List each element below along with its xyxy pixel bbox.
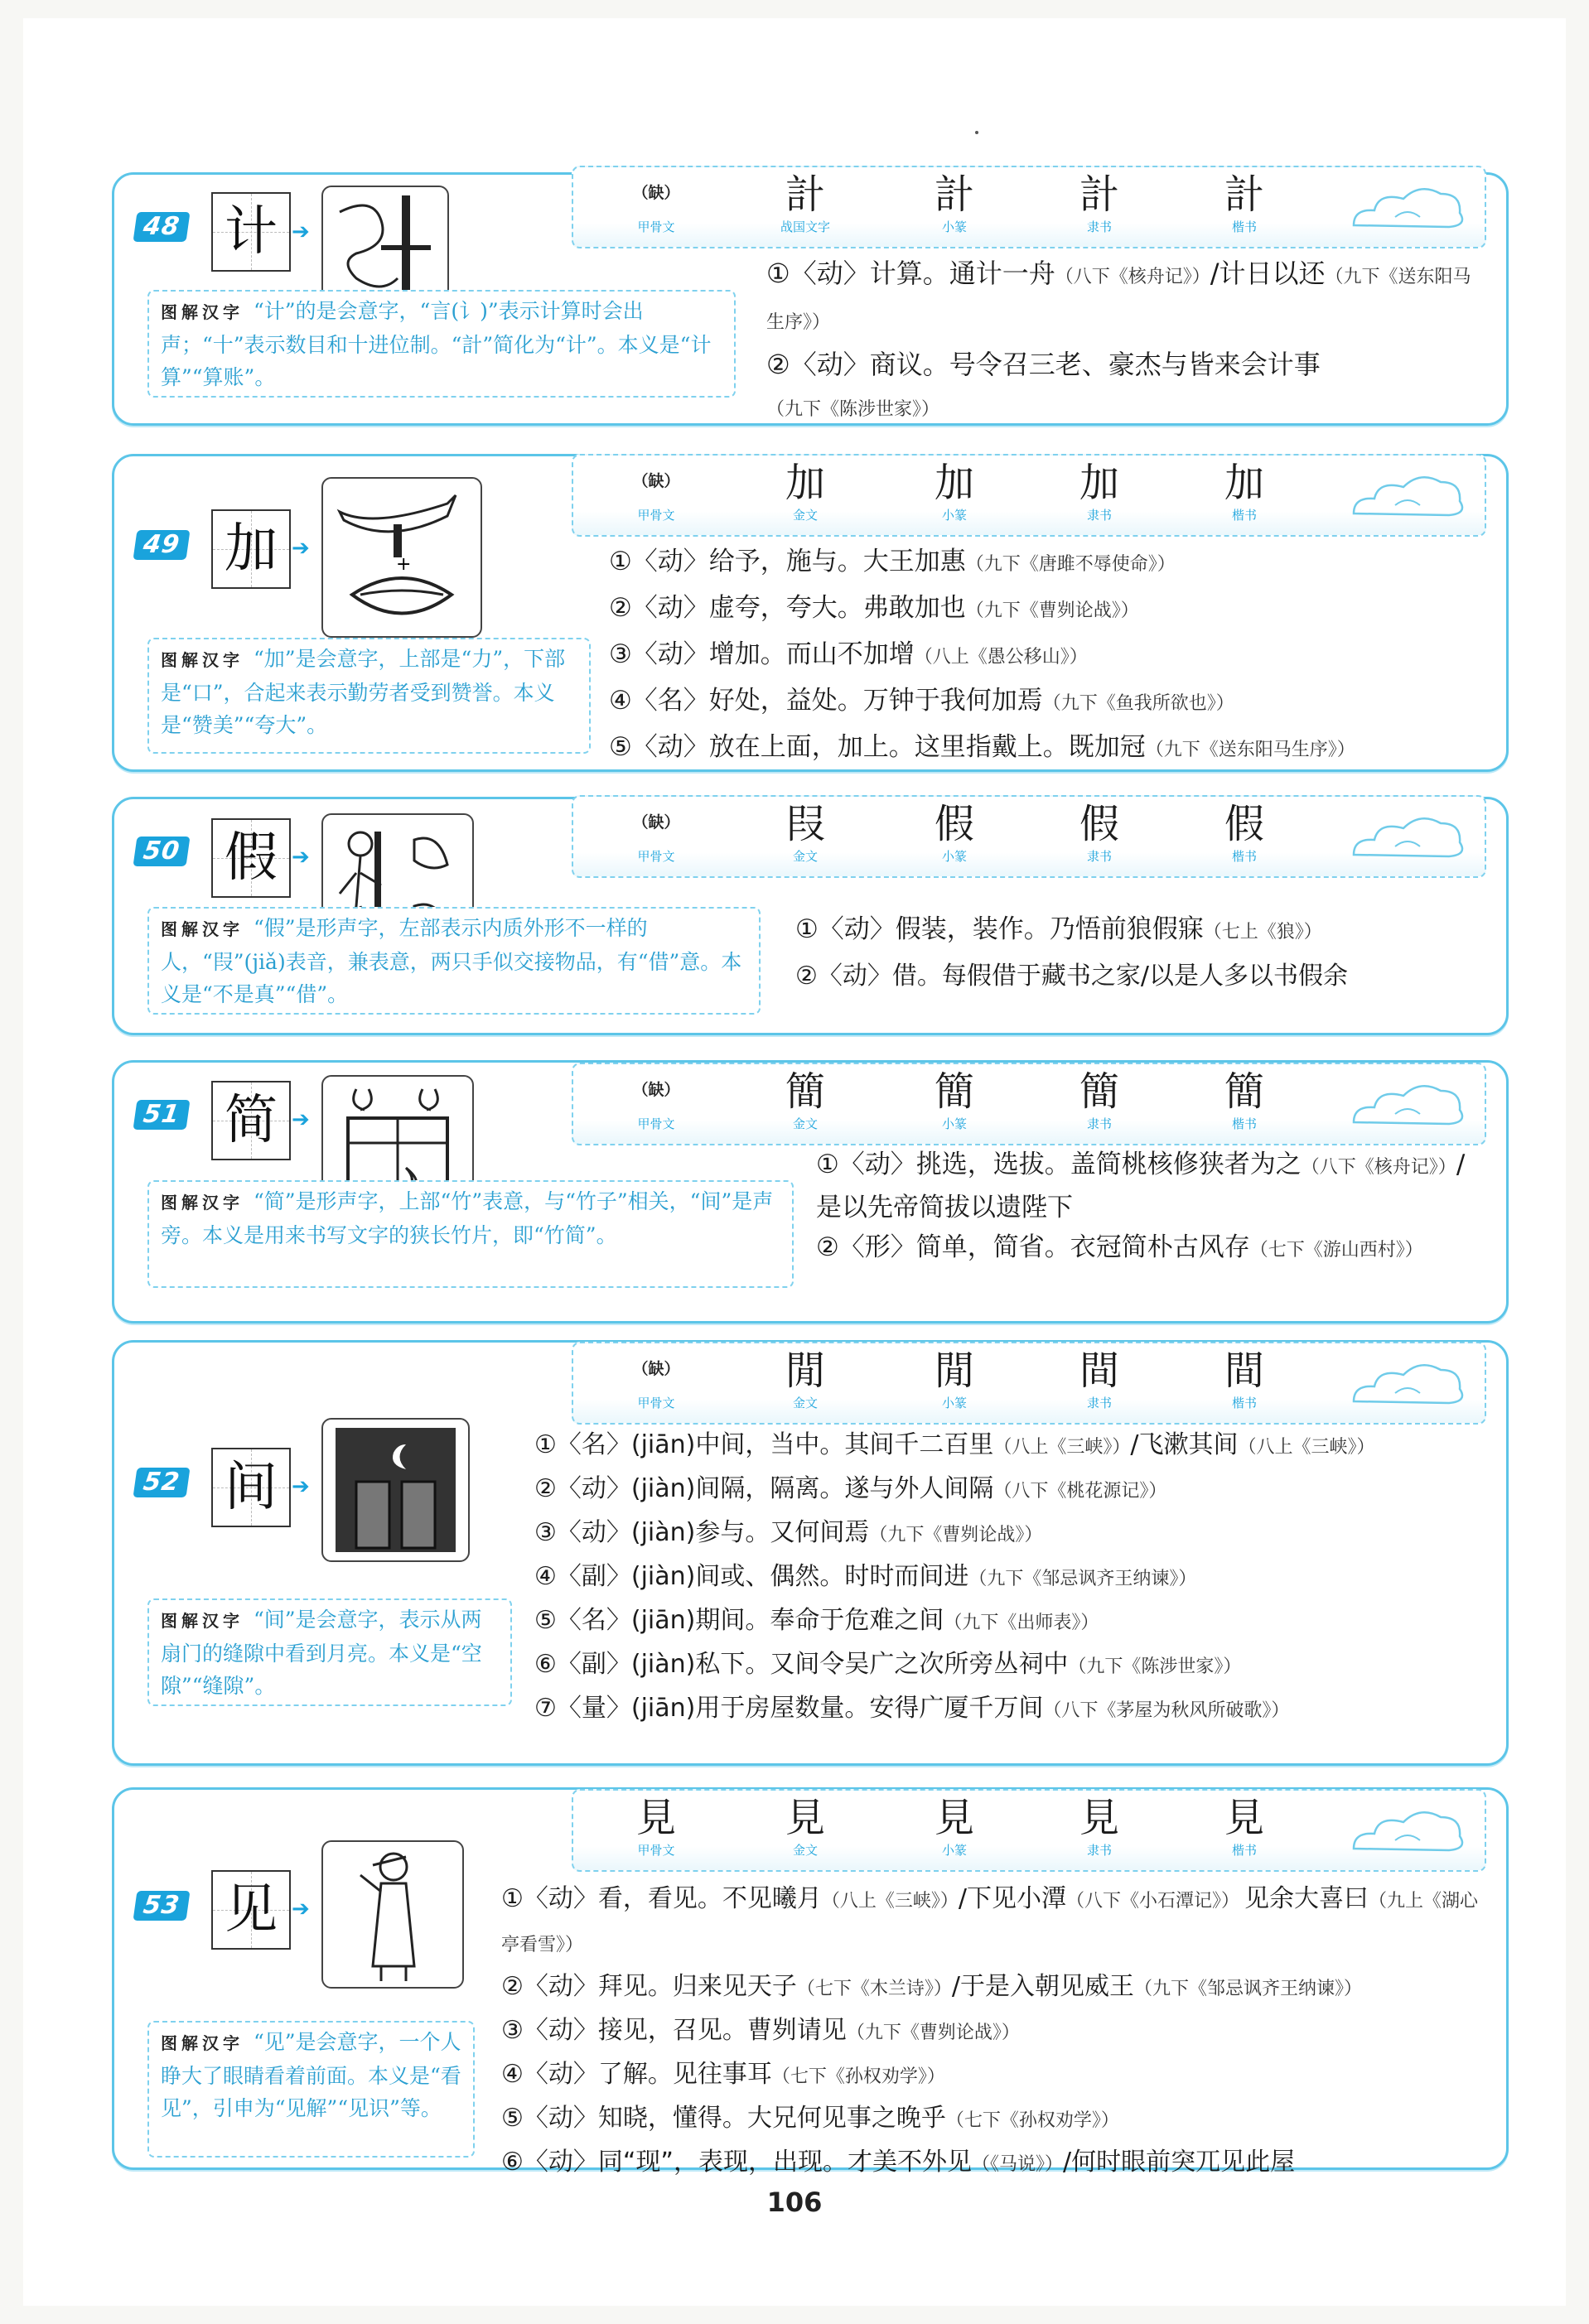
script-label: 小篆 [941, 849, 967, 864]
script-label: 楷书 [1231, 1843, 1257, 1858]
script-evolution [572, 1789, 1486, 1872]
entry-number: 52 [133, 1468, 190, 1497]
note-text: “简”是形声字，上部“竹”表意，与“竹子”相关，“间”是声旁。本义是用来书写文字的狭长竹片，即“竹简”。 [161, 1189, 774, 1247]
script-glyph: 見 [785, 1795, 825, 1841]
script-evolution [572, 1342, 1486, 1425]
definitions [609, 540, 1487, 772]
script-glyph: 簡 [1079, 1068, 1119, 1115]
arrow-icon: ➔ [292, 536, 310, 561]
script-label: 金文 [792, 849, 818, 864]
definition: ①〈名〉(jiān)中间，当中。其间千二百里（八上《三峡》）/飞漱其间（八上《三峡》） [534, 1430, 1375, 1459]
script-label: 金文 [792, 1843, 818, 1858]
definition: ③〈动〉接见，召见。曹刿请见（九下《曹刿论战》） [501, 2016, 1020, 2045]
script-glyph: 假 [1224, 801, 1264, 847]
definition: ②〈动〉虚夸，夸大。弗敢加也（九下《曹刿论战》） [609, 593, 1139, 623]
definition: ⑤〈名〉(jiān)期间。奉命于危难之间（九下《出师表》） [534, 1606, 1099, 1635]
arrow-icon: ➔ [292, 219, 310, 244]
script-glyph: 閒 [934, 1348, 974, 1394]
note-title: 图解汉字 [161, 302, 244, 322]
cloud-icon [1345, 464, 1470, 523]
script-glyph: 見 [1224, 1795, 1264, 1841]
definition: ①〈动〉看，看见。不见曦月（八上《三峡》）/下见小潭（八下《小石潭记》） 见余大喜曰（九上《湖心亭看雪》） [501, 1884, 1479, 1955]
script-glyph: 假 [934, 801, 974, 847]
definitions [501, 1878, 1487, 2186]
note-box [147, 1180, 794, 1288]
definition: ⑤〈动〉知晓，懂得。大兄何见事之晚乎（七下《孙权劝学》） [501, 2104, 1119, 2133]
entry-number: 53 [133, 1891, 190, 1921]
definition: ①〈动〉给予，施与。大王加惠（九下《唐雎不辱使命》） [609, 547, 1176, 576]
definition: ①〈动〉假装，装作。乃悟前狼假寐（七上《狼》） [795, 914, 1322, 944]
script-glyph: 間 [1224, 1348, 1264, 1394]
script-glyph: 加 [934, 460, 974, 506]
definition: ②〈动〉借。每假借于藏书之家/以是人多以书假余 [795, 962, 1349, 991]
script-glyph: （缺） [632, 1081, 680, 1099]
cloud-icon [1345, 805, 1470, 865]
note-box [147, 290, 736, 398]
script-glyph: 計 [934, 171, 974, 218]
arrow-icon: ➔ [292, 1897, 310, 1921]
script-label: 小篆 [941, 1843, 967, 1858]
script-glyph: 閒 [785, 1348, 825, 1394]
note-box [147, 907, 761, 1015]
definition: ④〈动〉了解。见往事耳（七下《孙权劝学》） [501, 2060, 945, 2089]
illustration [321, 1418, 470, 1562]
cloud-icon [1345, 1352, 1470, 1411]
script-label: 隶书 [1086, 1843, 1112, 1858]
script-glyph: 加 [785, 460, 825, 506]
script-label: 小篆 [941, 1116, 967, 1131]
entry-number: 50 [133, 837, 190, 866]
script-label: 隶书 [1086, 1396, 1112, 1410]
script-glyph: 簡 [934, 1068, 974, 1115]
definition: ⑥〈副〉(jiàn)私下。又间令吴广之次所旁丛祠中（九下《陈涉世家》） [534, 1650, 1242, 1679]
note-text: “假”是形声字，左部表示内质外形不一样的人，“叚”(jiǎ)表音，兼表意，两只手似交接物品，有“借”意。本义是“不是真”“借”。 [161, 916, 742, 1006]
script-glyph: 叚 [785, 801, 825, 847]
script-glyph: 間 [1079, 1348, 1119, 1394]
note-title: 图解汉字 [161, 650, 244, 670]
definition: ⑥〈动〉同“现”，表现，出现。才美不外见（《马说》）/何时眼前突兀见此屋 [501, 2148, 1296, 2177]
script-glyph: 計 [1079, 171, 1119, 218]
note-title: 图解汉字 [161, 1611, 244, 1631]
cloud-icon [1345, 1799, 1470, 1859]
note-text: “间”是会意字，表示从两扇门的缝隙中看到月亮。本义是“空隙”“缝隙”。 [161, 1608, 482, 1698]
script-label: 小篆 [941, 1396, 967, 1410]
script-label: 甲骨文 [637, 1843, 675, 1858]
script-label: 甲骨文 [637, 849, 675, 864]
script-label: 楷书 [1231, 508, 1257, 523]
note-text: “计”的是会意字，“言(讠)”表示计算时会出声；“十”表示数目和十进位制。“計”简化为“计”。本义是“计算”“算账”。 [161, 299, 712, 389]
definition: ①〈动〉计算。通计一舟（八下《核舟记》）/计日以还（九下《送东阳马生序》） [766, 258, 1471, 333]
script-label: 隶书 [1086, 1116, 1112, 1131]
definition: ⑦〈量〉(jiān)用于房屋数量。安得广厦千万间（八下《茅屋为秋风所破歌》） [534, 1694, 1290, 1723]
script-glyph: （缺） [632, 184, 680, 202]
script-evolution [572, 454, 1486, 537]
definition: ②〈动〉拜见。归来见天子（七下《木兰诗》）/于是入朝见威王（九下《邹忌讽齐王纳谏》） [501, 1972, 1363, 2001]
script-label: 小篆 [941, 219, 967, 234]
script-label: 甲骨文 [637, 508, 675, 523]
script-glyph: （缺） [632, 1360, 680, 1378]
definitions [534, 1425, 1487, 1732]
script-glyph: 見 [934, 1795, 974, 1841]
definition: ③〈动〉(jiàn)参与。又何间焉（九下《曹刿论战》） [534, 1518, 1043, 1547]
entry-number: 51 [133, 1100, 190, 1130]
script-glyph: 假 [1079, 801, 1119, 847]
definition: ②〈动〉商议。号令召三老、豪杰与皆来会计事（九下《陈涉世家》） [766, 349, 1321, 420]
script-label: 隶书 [1086, 849, 1112, 864]
script-label: 金文 [792, 1116, 818, 1131]
illustration [321, 1840, 464, 1989]
script-label: 战国文字 [780, 219, 830, 234]
entry-number: 49 [133, 530, 190, 560]
definition: ③〈动〉增加。而山不加增（八上《愚公移山》） [609, 639, 1088, 669]
definition: ④〈名〉好处，益处。万钟于我何加焉（九下《鱼我所欲也》） [609, 686, 1234, 716]
definitions [795, 908, 1487, 998]
script-evolution [572, 795, 1486, 878]
script-glyph: 加 [1079, 460, 1119, 506]
svg-text:+: + [396, 554, 412, 575]
note-box [147, 1598, 512, 1706]
arrow-icon: ➔ [292, 1107, 310, 1132]
script-label: 甲骨文 [637, 1396, 675, 1410]
definition: ②〈动〉(jiàn)间隔，隔离。遂与外人间隔（八下《桃花源记》） [534, 1474, 1167, 1503]
page-number: 106 [766, 2187, 823, 2218]
person-looking-icon [323, 1842, 462, 1987]
note-text: “见”是会意字，一个人睁大了眼睛看着前面。本义是“看见”，引申为“见解”“见识”等。 [161, 2030, 461, 2120]
script-glyph: 簡 [1224, 1068, 1264, 1115]
note-box [147, 2021, 475, 2158]
definition: ①〈动〉挑选，选拔。盖简桃核修狭者为之（八下《核舟记》）/是以先帝简拔以遗陛下 [816, 1150, 1466, 1222]
script-glyph: 見 [635, 1795, 676, 1841]
arrow-icon: ➔ [292, 1474, 310, 1499]
script-glyph: 計 [785, 171, 825, 218]
speck [975, 131, 978, 134]
script-label: 楷书 [1231, 1116, 1257, 1131]
definition: ④〈副〉(jiàn)间或、偶然。时时而间进（九下《邹忌讽齐王纳谏》） [534, 1562, 1197, 1591]
note-box [147, 638, 591, 754]
script-glyph: （缺） [632, 472, 680, 490]
script-label: 甲骨文 [637, 1116, 675, 1131]
entry-character: 间 [211, 1448, 291, 1527]
entry-character: 加 [211, 509, 291, 589]
script-label: 隶书 [1086, 508, 1112, 523]
script-glyph: 見 [1079, 1795, 1119, 1841]
note-title: 图解汉字 [161, 1193, 244, 1213]
illustration [321, 477, 482, 638]
script-glyph: 計 [1224, 171, 1264, 218]
door-moon-icon [323, 1420, 468, 1560]
cloud-icon [1345, 176, 1470, 235]
cloud-icon [1345, 1073, 1470, 1132]
script-label: 小篆 [941, 508, 967, 523]
script-label: 隶书 [1086, 219, 1112, 234]
note-title: 图解汉字 [161, 2033, 244, 2053]
entry-number: 48 [133, 212, 190, 242]
script-label: 楷书 [1231, 1396, 1257, 1410]
script-glyph: 加 [1224, 460, 1264, 506]
script-label: 楷书 [1231, 849, 1257, 864]
definition: ⑤〈动〉放在上面，加上。这里指戴上。既加冠（九下《送东阳马生序》） [609, 732, 1355, 762]
script-label: 楷书 [1231, 219, 1257, 234]
script-label: 甲骨文 [637, 219, 675, 234]
note-title: 图解汉字 [161, 919, 244, 939]
entry-character: 简 [211, 1081, 291, 1160]
plough-mouth-icon [323, 479, 481, 636]
definition: ②〈形〉简单，简省。衣冠简朴古风存（七下《游山西村》） [816, 1232, 1423, 1262]
script-evolution [572, 166, 1486, 248]
note-text: “加”是会意字，上部是“力”，下部是“口”，合起来表示勤劳者受到赞誉。本义是“赞美”“夸大”。 [161, 647, 566, 737]
entry-character: 计 [211, 192, 291, 272]
definitions [816, 1145, 1487, 1270]
definitions [766, 253, 1487, 431]
script-glyph: （缺） [632, 813, 680, 832]
arrow-icon: ➔ [292, 845, 310, 870]
script-evolution [572, 1063, 1486, 1145]
script-label: 金文 [792, 1396, 818, 1410]
entry-character: 假 [211, 818, 291, 898]
entry-character: 见 [211, 1870, 291, 1950]
script-label: 金文 [792, 508, 818, 523]
script-glyph: 簡 [785, 1068, 825, 1115]
